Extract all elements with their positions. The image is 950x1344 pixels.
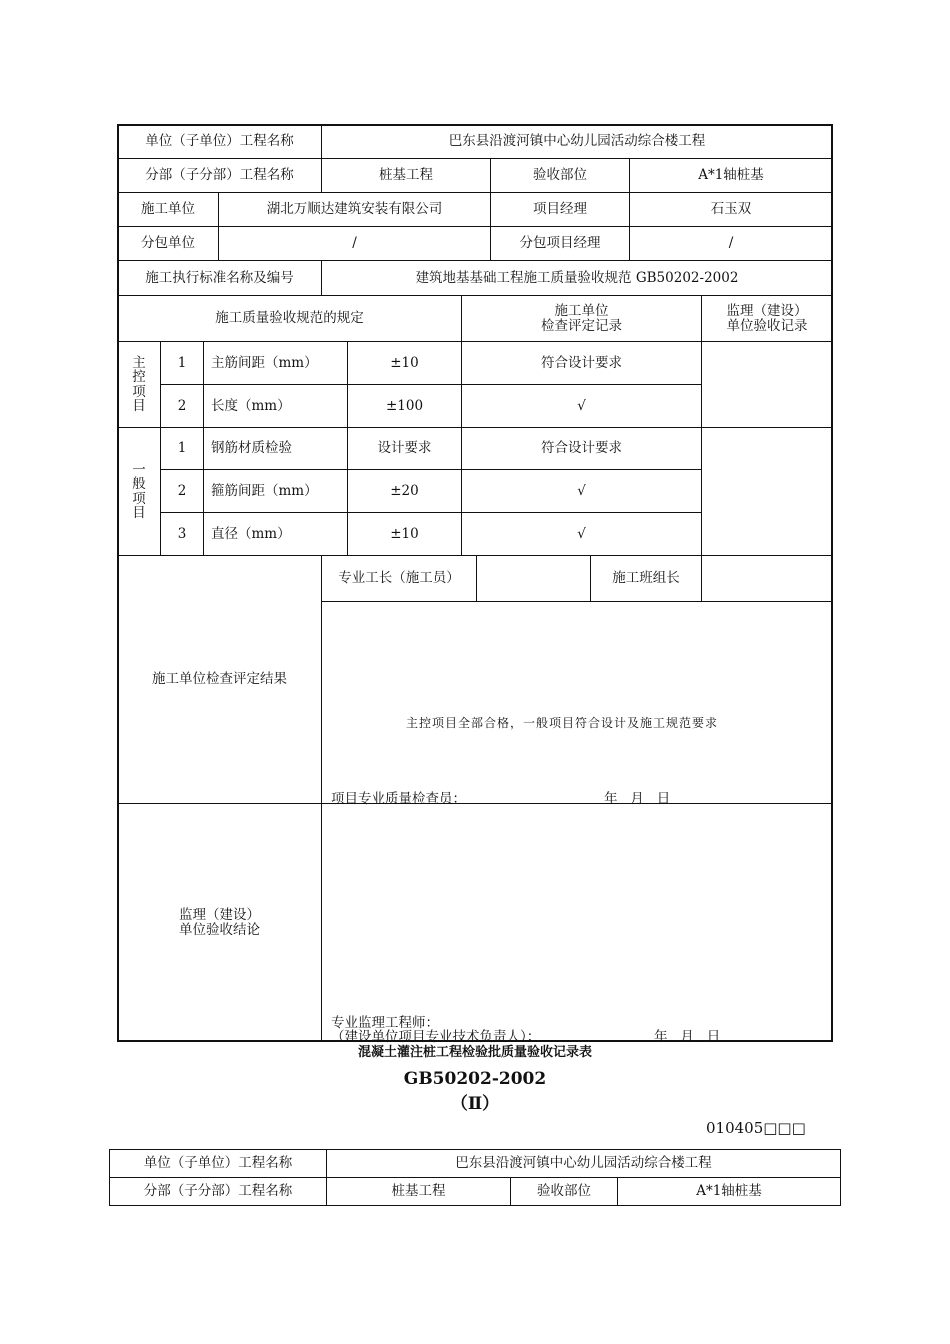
general-item-3-name: 直径（mm）	[211, 525, 291, 542]
supervise-header-line2: 单位验收记录	[726, 317, 808, 334]
supervisor-conclusion-line2: 单位验收结论	[179, 921, 260, 938]
subcontractor-value: /	[352, 235, 357, 252]
supervisor-conclusion-label	[118, 804, 321, 1041]
main-item-1-result: 符合设计要求	[541, 354, 622, 371]
standard-value: 建筑地基基础工程施工质量验收规范 GB50202-2002	[415, 269, 739, 286]
sub-project-label: 分部（子分部）工程名称	[145, 167, 294, 184]
accept-part-label: 验收部位	[533, 167, 587, 184]
inspector-label: 项目专业质量检查员：	[331, 791, 466, 807]
owner-rep-label: （建设单位项目专业技术负责人）：	[331, 1029, 541, 1045]
contractor-label: 施工单位	[141, 201, 195, 218]
subcontractor-label: 分包单位	[141, 235, 195, 252]
form-2-standard-code: GB50202-2002	[403, 1069, 547, 1089]
form-2-sub-project-value: 桩基工程	[391, 1183, 446, 1200]
unit-project-label: 单位（子单位）工程名称	[145, 133, 294, 150]
general-item-2-result: √	[577, 482, 586, 499]
main-item-2-no: 2	[177, 397, 187, 414]
main-group-char-2: 控	[132, 369, 146, 386]
main-group-char-3: 项	[132, 383, 146, 400]
pm-label: 项目经理	[533, 201, 587, 218]
general-group-char-1: 一	[132, 462, 146, 479]
inspector-date-label: 年 月 日	[604, 791, 671, 807]
main-group-char-4: 目	[132, 397, 146, 414]
main-item-2-spec: ±100	[385, 397, 424, 414]
contractor-value: 湖北万顺达建筑安装有限公司	[266, 201, 443, 218]
accept-part-value: A*1轴桩基	[698, 167, 764, 184]
main-item-1-no: 1	[177, 354, 187, 371]
supervisor-date-label: 年 月 日	[654, 1029, 721, 1045]
form-2-accept-part-value: A*1轴桩基	[696, 1183, 762, 1200]
form-2-unit-project-value: 巴东县沿渡河镇中心幼儿园活动综合楼工程	[455, 1155, 712, 1172]
main-group-char-1: 主	[132, 355, 146, 372]
general-item-3-result: √	[577, 525, 586, 542]
general-item-3-no: 3	[177, 525, 187, 542]
general-item-2-spec: ±20	[390, 482, 419, 499]
main-item-1-name: 主筋间距（mm）	[211, 354, 318, 371]
spec-header: 施工质量验收规范的规定	[215, 310, 364, 327]
sub-project-value: 桩基工程	[379, 167, 433, 184]
form-2-sub-project-label: 分部（子分部）工程名称	[143, 1183, 293, 1200]
check-header	[462, 296, 701, 341]
general-group-label	[118, 428, 160, 555]
pm-value: 石玉双	[710, 201, 752, 218]
general-item-2-no: 2	[177, 482, 187, 499]
main-item-1-spec: ±10	[390, 354, 419, 371]
eval-result-text: 主控项目全部合格，一般项目符合设计及施工规范要求	[405, 715, 718, 730]
main-item-2-name: 长度（mm）	[211, 397, 291, 414]
general-item-2-name: 箍筋间距（mm）	[211, 482, 318, 499]
form-2-accept-part-label: 验收部位	[537, 1183, 591, 1200]
general-item-1-no: 1	[177, 440, 187, 457]
form-2-number: 010405□□□	[706, 1119, 806, 1137]
supervise-header-line1: 监理（建设）	[726, 303, 808, 320]
eval-result-label: 施工单位检查评定结果	[152, 671, 287, 688]
general-item-3-spec: ±10	[390, 525, 419, 542]
sub-pm-value: /	[728, 235, 734, 252]
team-leader-label: 施工班组长	[612, 570, 680, 587]
check-header-line1: 施工单位	[554, 303, 609, 320]
general-item-1-spec: 设计要求	[377, 440, 432, 457]
supervisor-engineer-label: 专业监理工程师：	[331, 1015, 439, 1031]
supervise-header	[702, 296, 832, 341]
form-2-unit-project-label: 单位（子单位）工程名称	[143, 1155, 293, 1172]
general-item-1-name: 钢筋材质检验	[211, 440, 292, 457]
main-item-2-result: √	[577, 397, 586, 414]
sub-pm-label: 分包项目经理	[519, 235, 601, 252]
general-group-char-2: 般	[132, 476, 146, 493]
unit-project-value: 巴东县沿渡河镇中心幼儿园活动综合楼工程	[448, 133, 706, 150]
supervisor-conclusion-line1: 监理（建设）	[179, 907, 260, 924]
form-2-part: （Ⅱ）	[450, 1094, 500, 1114]
foreman-label: 专业工长（施工员）	[338, 570, 460, 587]
general-item-1-result: 符合设计要求	[541, 440, 622, 457]
standard-label: 施工执行标准名称及编号	[145, 269, 294, 286]
general-group-char-4: 目	[132, 504, 146, 521]
check-header-line2: 检查评定记录	[541, 317, 622, 334]
main-control-group-label	[118, 342, 160, 427]
form-2-title: 混凝土灌注桩工程检验批质量验收记录表	[357, 1045, 592, 1060]
general-group-char-3: 项	[132, 490, 146, 507]
